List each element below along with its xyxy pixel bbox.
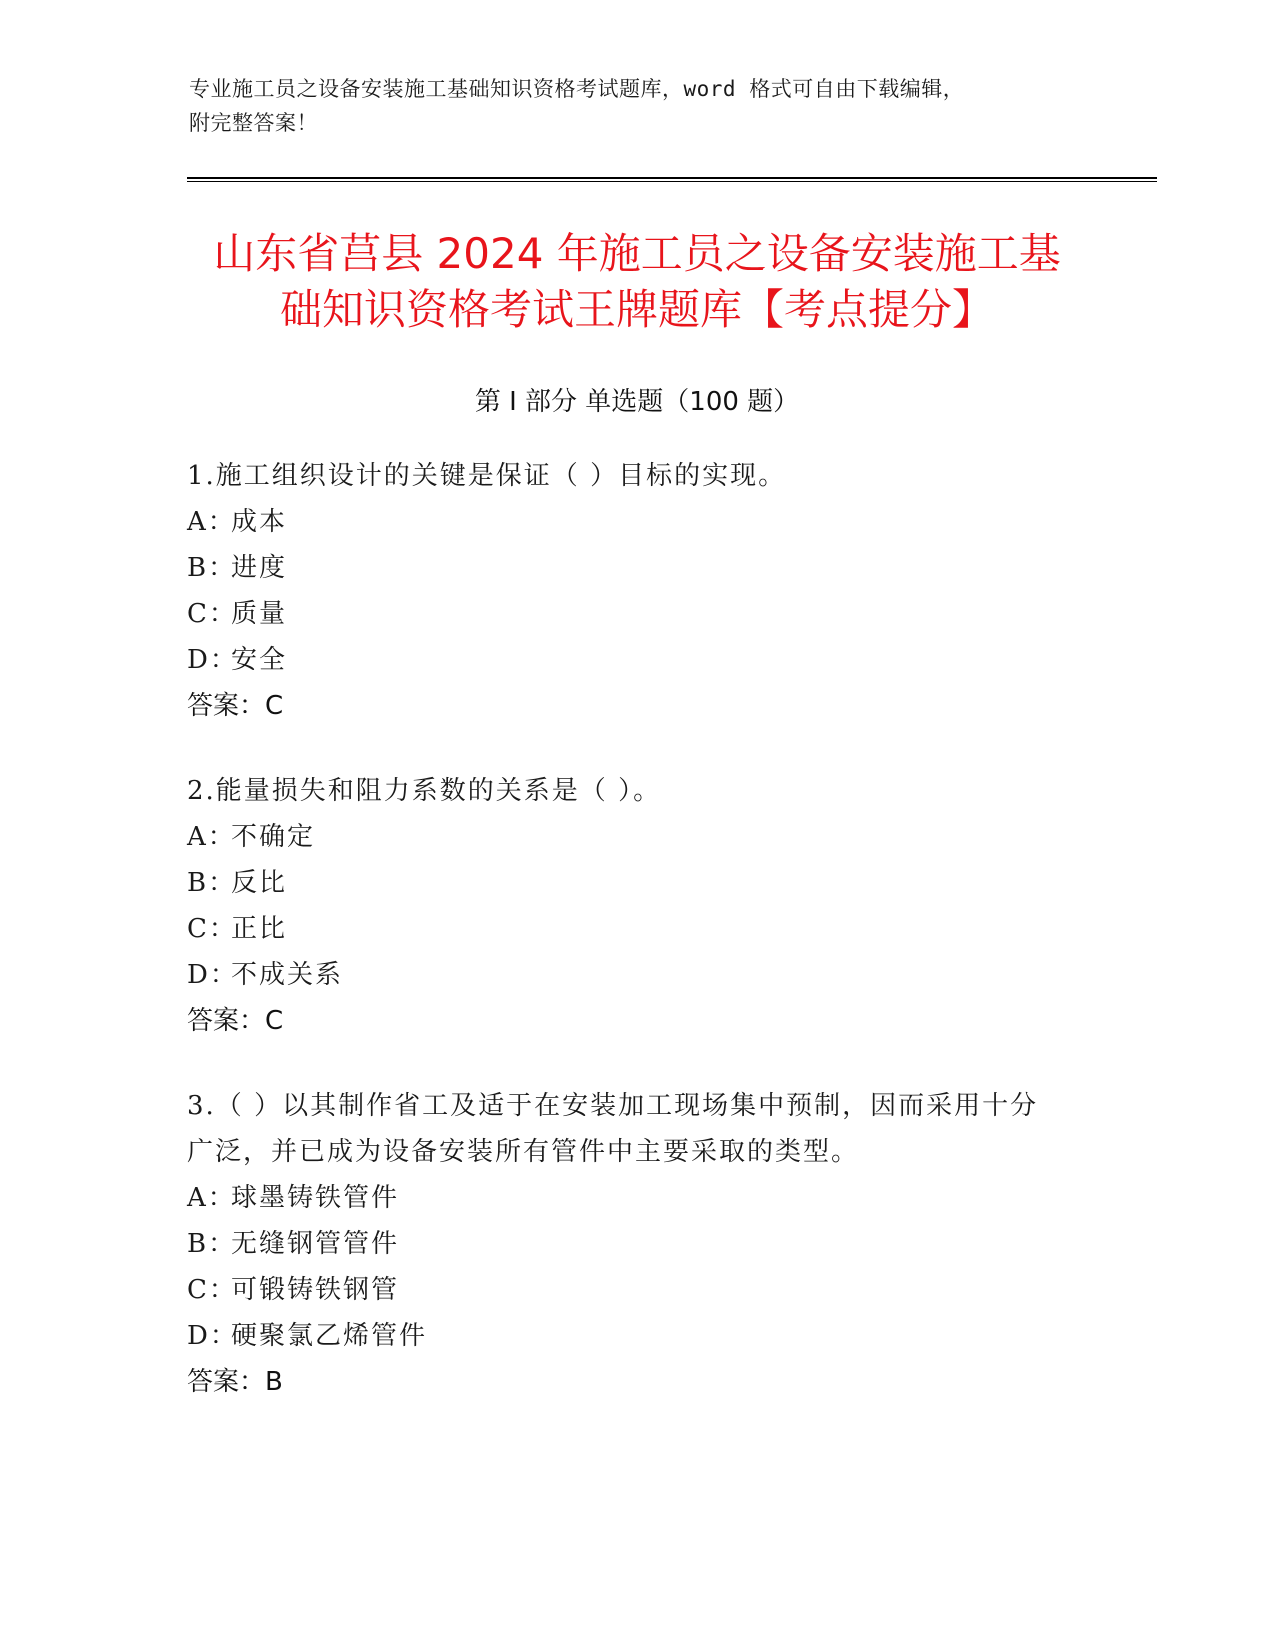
header-note-line-2: 附完整答案！ bbox=[189, 111, 318, 135]
header-note-line-1: 专业施工员之设备安装施工基础知识资格考试题库，word 格式可自由下载编辑， bbox=[189, 77, 965, 101]
question-stem-line-2: 广泛，并已成为设备安装所有管件中主要采取的类型。 bbox=[187, 1137, 860, 1167]
option-key: B： bbox=[187, 553, 237, 583]
option-key: C： bbox=[187, 914, 237, 944]
option-key: D： bbox=[187, 1321, 238, 1351]
option-text: 不确定 bbox=[231, 822, 316, 852]
question-3 bbox=[187, 1083, 1087, 1405]
option-key: C： bbox=[187, 599, 237, 629]
question-stem: 2.能量损失和阻力系数的关系是（ ）。 bbox=[187, 776, 662, 806]
option-key: D： bbox=[187, 645, 238, 675]
option-key: B： bbox=[187, 868, 237, 898]
question-stem-line-1: 3.（ ）以其制作省工及适于在安装加工现场集中预制，因而采用十分 bbox=[187, 1091, 1039, 1121]
option-key: C： bbox=[187, 1275, 237, 1305]
document-title-line-2: 础知识资格考试王牌题库【考点提分】 bbox=[279, 285, 994, 334]
option-b bbox=[187, 1221, 1087, 1267]
option-b bbox=[187, 545, 1087, 591]
option-text: 进度 bbox=[231, 553, 288, 583]
question-1 bbox=[187, 453, 1087, 729]
option-key: A： bbox=[187, 507, 236, 537]
header-note bbox=[189, 72, 1069, 140]
section-heading: 第 I 部分 单选题（100 题） bbox=[474, 387, 800, 417]
option-c bbox=[187, 1267, 1087, 1313]
header-divider-thick bbox=[187, 177, 1157, 179]
option-text: 成本 bbox=[231, 507, 288, 537]
option-text: 可锻铸铁钢管 bbox=[231, 1275, 400, 1305]
option-key: A： bbox=[187, 822, 236, 852]
answer-line: 答案：B bbox=[187, 1367, 283, 1397]
option-key: B： bbox=[187, 1229, 237, 1259]
option-c bbox=[187, 591, 1087, 637]
option-text: 反比 bbox=[231, 868, 288, 898]
question-2 bbox=[187, 768, 1087, 1044]
option-text: 正比 bbox=[231, 914, 288, 944]
option-text: 球墨铸铁管件 bbox=[231, 1183, 400, 1213]
option-key: A： bbox=[187, 1183, 236, 1213]
option-text: 质量 bbox=[231, 599, 288, 629]
option-a bbox=[187, 1175, 1087, 1221]
option-key: D： bbox=[187, 960, 238, 990]
option-a bbox=[187, 814, 1087, 860]
answer-line: 答案：C bbox=[187, 1006, 284, 1036]
option-c bbox=[187, 906, 1087, 952]
option-b bbox=[187, 860, 1087, 906]
option-text: 无缝钢管管件 bbox=[231, 1229, 400, 1259]
option-d bbox=[187, 637, 1087, 683]
option-a bbox=[187, 499, 1087, 545]
document-title bbox=[187, 226, 1087, 338]
header-divider-thin bbox=[187, 181, 1157, 182]
option-text: 不成关系 bbox=[231, 960, 344, 990]
option-text: 安全 bbox=[231, 645, 288, 675]
answer-line: 答案：C bbox=[187, 691, 284, 721]
option-d bbox=[187, 952, 1087, 998]
option-d bbox=[187, 1313, 1087, 1359]
option-text: 硬聚氯乙烯管件 bbox=[231, 1321, 428, 1351]
document-title-line-1: 山东省莒县 2024 年施工员之设备安装施工基 bbox=[213, 229, 1061, 278]
question-stem: 1.施工组织设计的关键是保证（ ）目标的实现。 bbox=[187, 461, 787, 491]
